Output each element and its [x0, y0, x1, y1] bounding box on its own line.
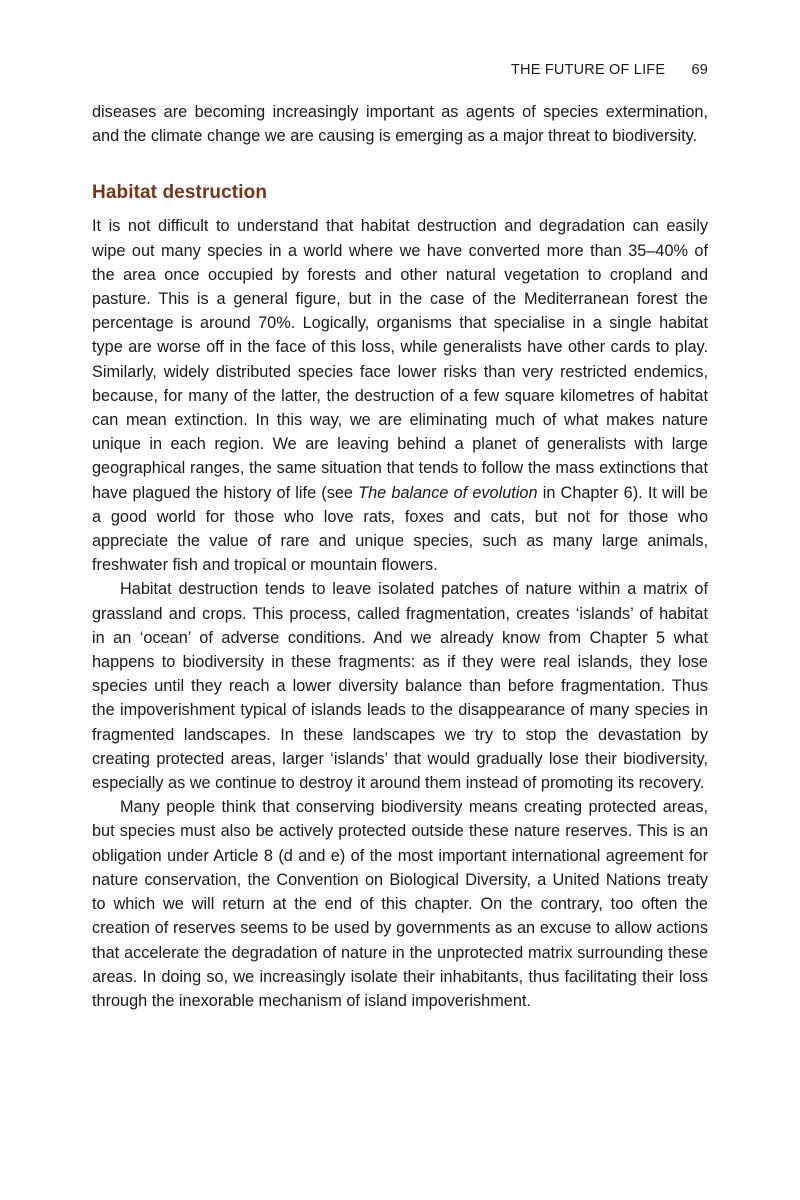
page-number: 69 — [691, 62, 708, 78]
running-head — [511, 62, 708, 78]
paragraph-text: in Chapter 6). It will be a good world for those who love rats, foxes and cats, but not for those who appreciate the value of rare and unique species, such as many large animals, freshwater fish and tropical or mountain flowers. — [92, 483, 708, 575]
paragraph-text: It is not difficult to understand that habitat destruction and degradation can easily wipe out many species in a world where we have converted more than 35–40% of the area once occupied by forests and other natural vegetation to cropland and pasture. This is a general figure, but in the case of the Mediterranean forest the percentage is around 70%. Logically, organisms that specialise in a single habitat type are worse off in the face of this loss, while generalists have other cards to play. Similarly, widely distributed species face lower risks than very restricted endemics, because, for many of the latter, the destruction of a few square kilometres of habitat can mean extinction. In this way, we are eliminating much of what makes nature unique in each region. We are leaving behind a planet of generalists with large geographical ranges, the same situation that tends to follow the mass extinctions that have plagued the history of life (see — [92, 217, 708, 502]
chapter-reference: The balance of evolution — [358, 483, 538, 502]
running-title: THE FUTURE OF LIFE — [510, 62, 666, 78]
lead-paragraph: diseases are becoming increasingly important as agents of species extermination, and the climate change we are causing is emerging as a major threat to biodiversity. — [92, 103, 708, 146]
paragraph-habitat-loss — [92, 214, 708, 577]
page-body — [92, 100, 708, 1013]
section-heading: Habitat destruction — [92, 182, 268, 204]
paragraph-fragmentation: Habitat destruction tends to leave isolated patches of nature within a matrix of grassland and crops. This process, called fragmentation, creates ‘islands’ of habitat in an ‘ocean’ of adverse conditions. And we already know from Chapter 5 what happens to biodiversity in these fragments: as if they were real islands, they lose species until they reach a lower diversity balance than before fragmentation. Thus the impoverishment typical of islands leads to the disappearance of many species in fragmented landscapes. In these landscapes we try to stop the devastation by creating protected areas, larger ‘islands’ that would gradually lose their biodiversity, especially as we continue to destroy it around them instead of promoting its recovery. — [92, 580, 708, 793]
paragraph-protected-areas: Many people think that conserving biodiversity means creating protected areas, but species must also be actively protected outside these nature reserves. This is an obligation under Article 8 (d and e) of the most important international agreement for nature conservation, the Convention on Biological Diversity, a United Nations treaty to which we will return at the end of this chapter. On the contrary, too often the creation of reserves seems to be used by governments as an excuse to allow actions that accelerate the degradation of nature in the unprotected matrix surrounding these areas. In doing so, we increasingly isolate their inhabitants, thus facilitating their loss through the inexorable mechanism of island impoverishment. — [92, 798, 708, 1010]
